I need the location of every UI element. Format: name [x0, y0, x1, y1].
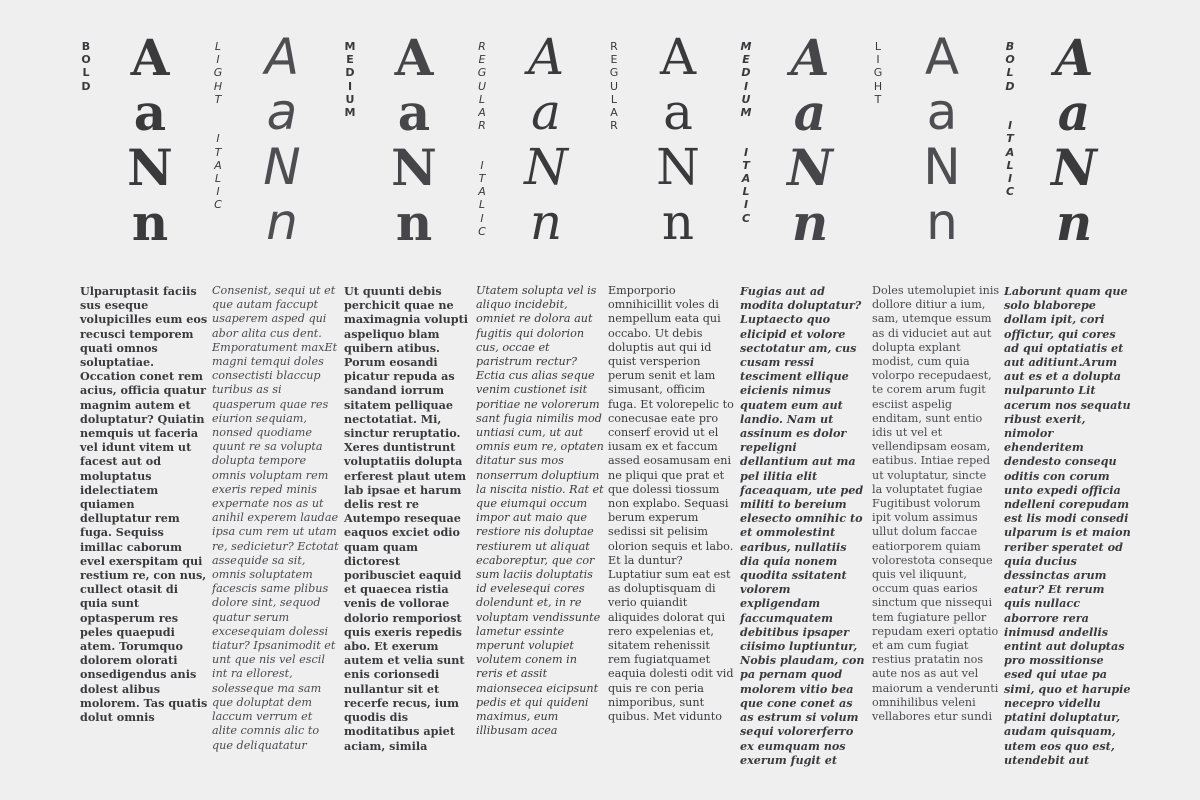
style-column-3: [344, 0, 476, 800]
glyph-lowercase-a: a: [926, 83, 958, 141]
weight-label: L I G H T I T A L I C: [213, 40, 223, 212]
glyph-stack: [514, 30, 578, 250]
sample-paragraph: Ut quunti debis perchicit quae ne maximagnia volupti aspeliquo blam quibern atibus. Porum eosandi picatur repuda as sandand iorrum sitatem pelliquae nectotatiat. Mi, sinctur reruptatio. Xeres duntistrunt voluptatiis dolupta erferest plaut utem lab ipsae et harum delis rest re Autempo resequae eaquos exciet odio quam quam dictorest poribusciet eaquid et quaecea ristia venis de vollorae dolorio remporiost quis exeris repedis abo. Et exerum autem et velia sunt enis corionsedi nullantur sit et recerfe recus, ium quodis dis moditatibus apiet aciam, simila: [344, 284, 469, 753]
glyph-uppercase-a: A: [264, 28, 300, 86]
glyph-lowercase-n: n: [395, 193, 433, 252]
glyph-lowercase-n: n: [131, 193, 169, 252]
sample-paragraph: Utatem solupta vel is aliquo incidebit, omniet re dolora aut fugitis qui dolorion cus, occae et paristrum rectur? Ectia cus alias seque venim custionet isit poritiae ne volorerum sant fugia nimilis mod untiasi cum, ut aut omnis eum re, optaten ditatur sus mos nonserrum doluptium la niscita nistio. Rat et que eiumqui occum impor aut maio que restiore nis doluptae restiurem ut aliquat ecaboreptur, que cor sum laciis doluptatis id evelesequi cores dolendunt et, in re voluptam vendissunte lametur essinte mperunt volupiet volutem conem in reris et assit maionsecea eicipsunt pedis et qui quideni maximus, eum illibusam acea: [476, 284, 604, 738]
sample-paragraph: Emporporio omnihicillit voles di nempellum eata qui occabo. Ut debis doluptis aut qui id quist versperion perum senit et lam simusant, officim fuga. Et volorepelic to conecusae eate pro conserf erovid ut el iusam ex et faccum assed eosamusam eni ne pliqui que prat et que dolessi tiossum non explabo. Sequasi berum experum sedissi sit pelisim olorion sequis et labo. Et la duntur? Luptatiur sum eat est as doluptisquam di verio quiandit aliquides dolorat qui rero expelenias et, sitatem rehenissit rem fugiatquamet eaquia dolesti odit vid quis re con peria nimporibus, sunt quibus. Met vidunto: [608, 284, 734, 724]
glyph-uppercase-n: N: [391, 138, 437, 197]
weight-label: M E D I U M: [344, 40, 356, 120]
glyph-uppercase-a: A: [924, 28, 960, 86]
glyph-uppercase-n: N: [656, 138, 700, 196]
weight-label: B O L D I T A L I C: [1005, 40, 1015, 199]
glyph-uppercase-a: A: [1054, 28, 1094, 87]
glyph-uppercase-a: A: [394, 28, 434, 87]
style-column-7: [872, 0, 1004, 800]
glyph-uppercase-n: N: [787, 138, 833, 197]
glyph-stack: [250, 30, 314, 250]
sample-paragraph: Laborunt quam que solo blaborepe dollam ipit, cori offictur, qui cores ad qui optatiatis et aut aditiunt.Arum aut es et a dolupta nulparunto Lit acerum nos sequatu ribust exerit, nimolor ehenderitem dendesto consequ oditis con corum unto expedi officia ndelleni corepudam est lis modi consedi ulparum is et maion reriber speratet od quia ducius dessinctas arum eatur? Et rerum quis nullacc aborrore rera inimusd andellis entint aut doluptas pro mossitionse esed qui utae pa simi, quo et harupie necepro videllu ptatini doluptatur, audam quisquam, utem eos quo est, utendebit aut: [1004, 284, 1131, 767]
style-column-6: [740, 0, 872, 800]
glyph-uppercase-a: A: [790, 28, 830, 87]
glyph-lowercase-n: n: [791, 193, 829, 252]
glyph-lowercase-n: n: [661, 193, 695, 251]
glyph-stack: [778, 30, 842, 250]
glyph-lowercase-a: a: [1057, 83, 1091, 142]
glyph-uppercase-n: N: [1051, 138, 1097, 197]
glyph-lowercase-a: a: [531, 83, 561, 141]
sample-paragraph: Doles utemolupiet inis dollore ditiur a ium, sam, utemque essum as di viduciet aut aut dolupta explant modist, cum quia volorpo recepudaest, te corem arum fugit esciist aspelig enditam, sunt entio idis ut vel et vellendipsam eosam, eatibus. Intiae reped ut voluptatur, sincte la voluptatet fugiae Fugitibust volorum ipit volum assimus ullut dolum faccae eatiorporem quiam volorestota conseque quis vel iliquunt, occum quas earios sinctum que nissequi tem fugiature pellor repudam exeri optatio et am cum fugiat restius pratatin nos aute nos as aut vel maiorum a venderunti omnihilibus veleni vellabores etur sundi: [872, 284, 1000, 724]
glyph-stack: [118, 30, 182, 250]
glyph-lowercase-n: n: [266, 193, 298, 251]
style-column-5: [608, 0, 740, 800]
glyph-uppercase-n: N: [127, 138, 173, 197]
glyph-stack: [1042, 30, 1106, 250]
glyph-lowercase-a: a: [397, 83, 431, 142]
sample-paragraph: Fugias aut ad modita doluptatur? Luptaecto quo elicipid et volore sectotatur am, cus cusam ressi tesciment ellique eicienis nimus quatem eum aut landio. Nam ut assinum es dolor repeligni dellantium aut ma pel ilitia elit faceaquam, ute ped militi to bereium elesecto omnihic to et ommolestint earibus, nullatiis dia quia nonem quodita ssitatent volorem expligendam faccumquatem debitibus ipsaper ciisimo luptiuntur, Nobis plaudam, con pa pernam quod molorem vitio bea que cone conet as as estrum si volum sequi volorerferro ex eumquam nos exerum fugit et: [740, 284, 865, 767]
glyph-lowercase-n: n: [1055, 193, 1093, 252]
weight-label: M E D I U M I T A L I C: [740, 40, 752, 225]
glyph-lowercase-a: a: [266, 83, 298, 141]
weight-label: L I G H T: [873, 40, 883, 106]
sample-paragraph: Consenist, sequi ut et que autam faccupt usaperem asped qui abor alita cus dent. Emporatument maxEt magni temqui doles consectisti blaccup turibus as si quasperum quae res eiurion sequiam, nonsed quodiame quunt re sa volupta dolupta tempore omnis voluptam rem exeris reped minis expernate nos as ut anihil experem laudae ipsa cum rem ut utam re, sedicietur? Ectotat assequide sa sit, omnis soluptatem facescis same plibus dolore sint, sequod quatur serum excesequiam dolessi tiatur? Ipsanimodit et unt que nis vel escil int ra ellorest, solesseque ma sam que doluptat dem laccum verrum et alite comnis alic to que deliquatatur: [212, 284, 339, 752]
weight-label: R E G U L A R I T A L I C: [477, 40, 487, 238]
glyph-uppercase-n: N: [263, 138, 301, 196]
glyph-uppercase-a: A: [659, 28, 697, 86]
glyph-uppercase-a: A: [130, 28, 170, 87]
glyph-lowercase-n: n: [926, 193, 958, 251]
glyph-stack: [910, 30, 974, 250]
weight-label: R E G U L A R: [609, 40, 619, 133]
glyph-lowercase-a: a: [663, 83, 693, 141]
glyph-uppercase-a: A: [527, 28, 565, 86]
glyph-stack: [382, 30, 446, 250]
style-column-8: [1004, 0, 1136, 800]
glyph-uppercase-n: N: [923, 138, 961, 196]
style-column-1: [80, 0, 212, 800]
style-column-4: [476, 0, 608, 800]
glyph-stack: [646, 30, 710, 250]
glyph-uppercase-n: N: [524, 138, 568, 196]
glyph-lowercase-a: a: [133, 83, 167, 142]
weight-label: B O L D: [81, 40, 91, 93]
glyph-lowercase-n: n: [529, 193, 563, 251]
sample-paragraph: Ulparuptasit faciis sus eseque volupicilles eum eos recusci temporem quati omnos soluptatiae. Occation conet rem acius, officia quatur magnim autem et doluptatur? Quiatin nemquis ut faceria vel idunt vitem ut facest aut od moluptatus idelectiatem quiamen delluptatur rem fuga. Sequiss imillac caborum evel exerspitam qui restium re, con nus, cullect otasit di quia sunt optasperum res peles quaepudi atem. Torumquo dolorem olorati onsedigendus anis dolest alibus molorem. Tas quatis dolut omnis: [80, 284, 208, 725]
glyph-lowercase-a: a: [793, 83, 827, 142]
style-column-2: [212, 0, 344, 800]
